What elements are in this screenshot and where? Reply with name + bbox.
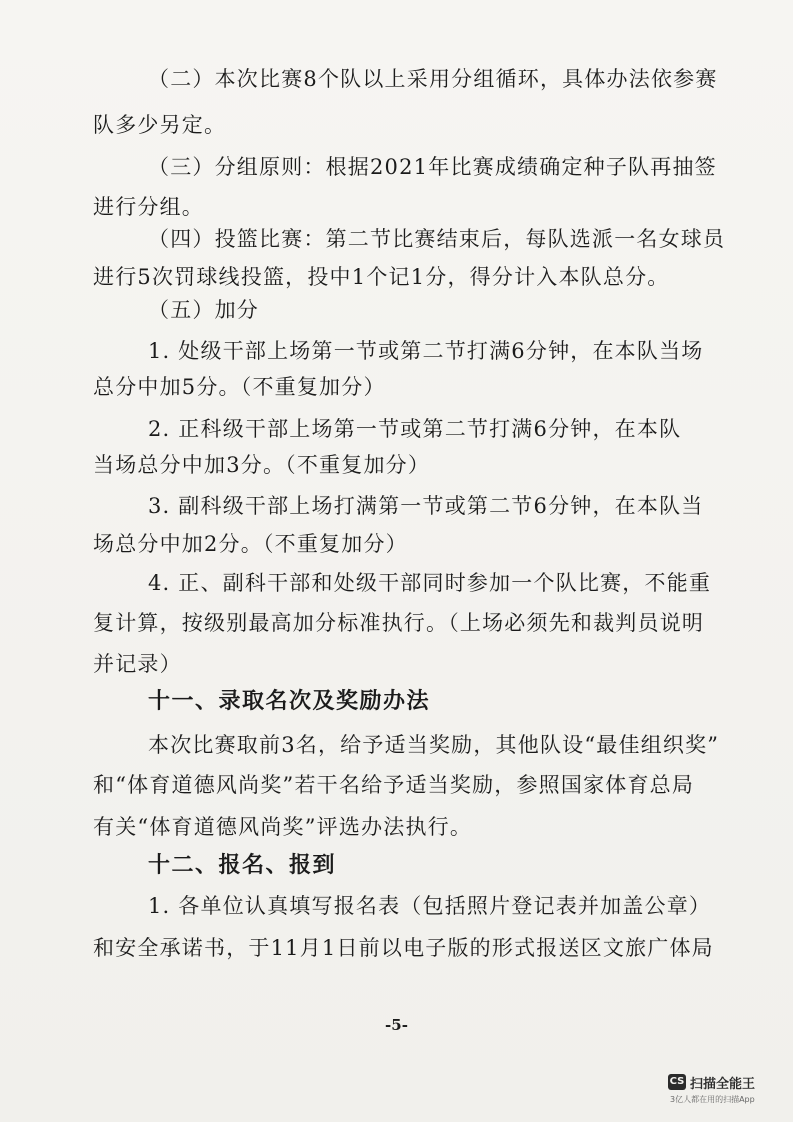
- text-line: 队多少另定。: [93, 113, 227, 137]
- text-line: 当场总分中加3分。（不重复加分）: [93, 453, 431, 477]
- text-line: （三）分组原则：根据2021年比赛成绩确定种子队再抽签: [148, 155, 717, 179]
- text-line: （二）本次比赛8个队以上采用分组循环，具体办法依参赛: [148, 67, 718, 91]
- text-line: 复计算，按级别最高加分标准执行。（上场必须先和裁判员说明: [93, 611, 705, 635]
- text-line: 本次比赛取前3名，给予适当奖励，其他队设“最佳组织奖”: [148, 733, 720, 757]
- text-line: 和“体育道德风尚奖”若干名给予适当奖励，参照国家体育总局: [93, 773, 695, 797]
- text-line: 总分中加5分。（不重复加分）: [93, 375, 386, 399]
- scanner-tagline: 3亿人都在用的扫描App: [670, 1095, 755, 1104]
- scanner-watermark: [668, 1074, 778, 1114]
- text-line: 2. 正科级干部上场第一节或第二节打满6分钟，在本队: [148, 417, 682, 441]
- section-heading: 十二、报名、报到: [148, 853, 337, 878]
- text-line: 1. 处级干部上场第一节或第二节打满6分钟，在本队当场: [148, 339, 704, 363]
- text-line: 进行分组。: [93, 195, 204, 219]
- text-line: 进行5次罚球线投篮，投中1个记1分，得分计入本队总分。: [93, 265, 670, 289]
- text-line: （五）加分: [148, 298, 259, 322]
- text-line: 1. 各单位认真填写报名表（包括照片登记表并加盖公章）: [148, 894, 712, 918]
- text-line: 和安全承诺书，于11月1日前以电子版的形式报送区文旅广体局: [93, 936, 714, 960]
- text-line: 3. 副科级干部上场打满第一节或第二节6分钟，在本队当: [148, 494, 704, 518]
- scanner-app-name: 扫描全能王: [690, 1077, 756, 1092]
- scanner-logo-icon: CS: [668, 1074, 686, 1090]
- text-line: （四）投篮比赛：第二节比赛结束后，每队选派一名女球员: [148, 227, 726, 251]
- text-line: 并记录）: [93, 652, 182, 676]
- text-line: 场总分中加2分。（不重复加分）: [93, 532, 408, 556]
- page-number: -5-: [385, 1016, 408, 1034]
- section-heading: 十一、录取名次及奖励办法: [148, 689, 431, 714]
- text-line: 有关“体育道德风尚奖”评选办法执行。: [93, 815, 473, 839]
- text-line: 4. 正、副科干部和处级干部同时参加一个队比赛，不能重: [148, 571, 712, 595]
